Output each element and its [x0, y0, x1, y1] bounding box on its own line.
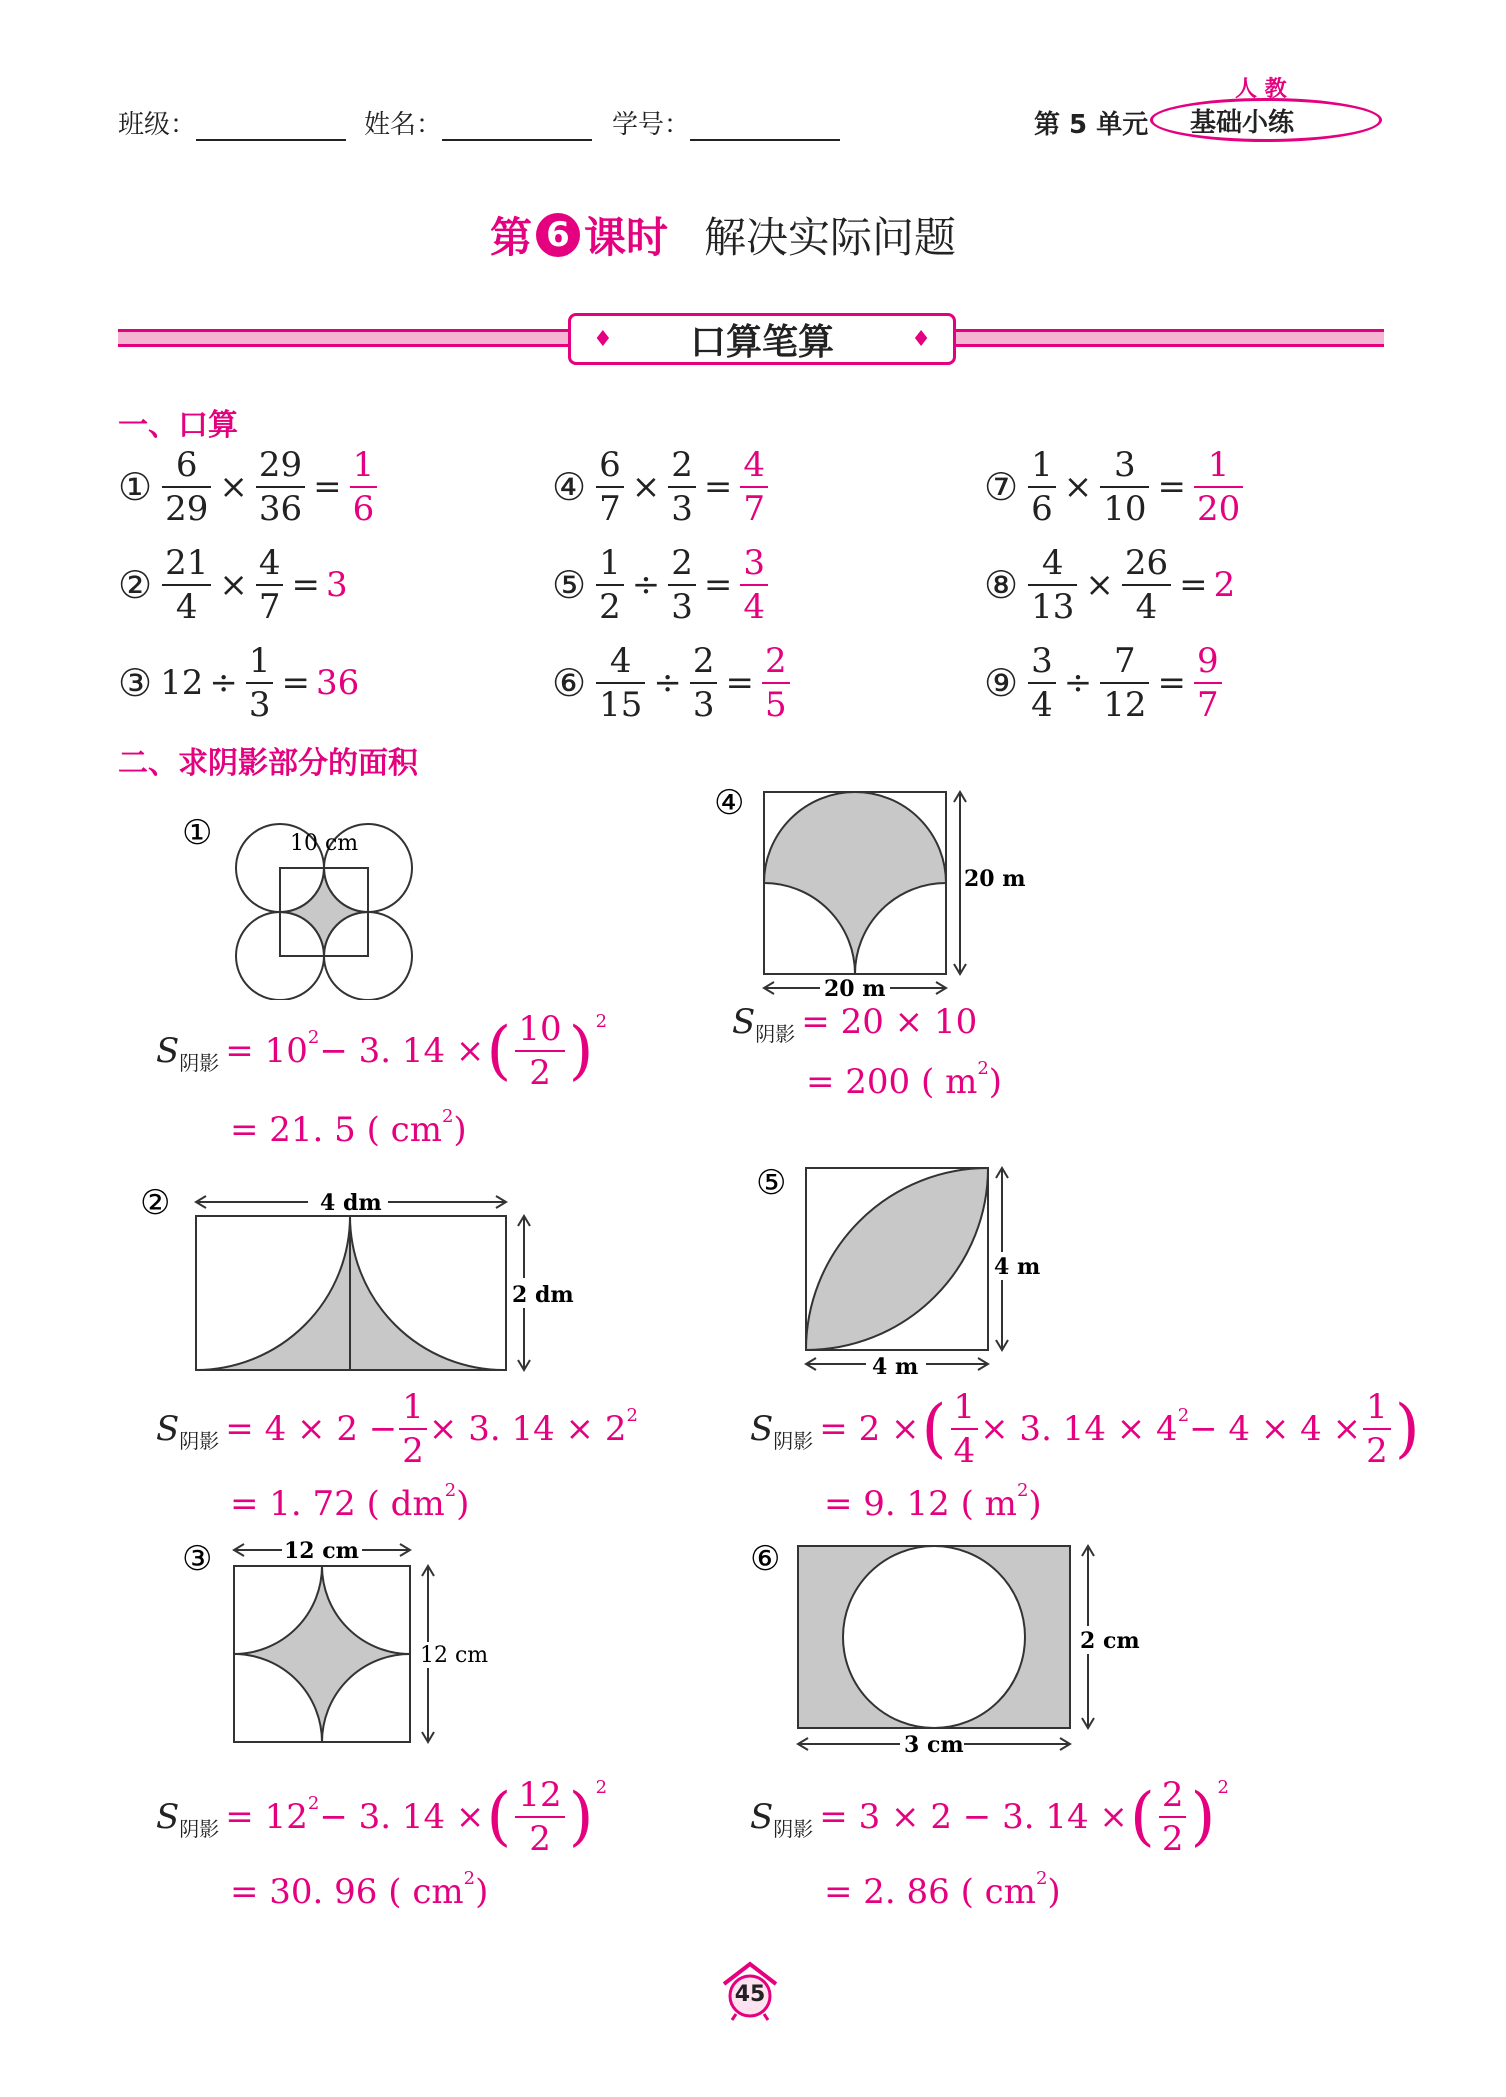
diamond-right-icon: ♦: [911, 326, 931, 352]
figure-number: ①: [182, 813, 213, 853]
banner-box: [568, 313, 956, 365]
fraction: $\frac{6}{29}$: [162, 448, 211, 526]
name-label: 姓名：: [364, 110, 443, 140]
student-id-field[interactable]: [612, 104, 840, 141]
oral-item-5: ⑤ $\frac{1}{2}$ ÷ $\frac{2}{3}$ = $\frac{3}{4}$: [552, 546, 770, 624]
dimension-label: 20 m: [824, 976, 886, 1000]
dimension-label: 4 m: [872, 1354, 919, 1380]
dimension-label: 12 cm: [420, 1643, 489, 1668]
dimension-label: 20 m: [964, 866, 1026, 892]
item-number: ⑧: [984, 563, 1019, 607]
dimension-label: 4 dm: [320, 1190, 382, 1216]
section2-heading: 二、求阴影部分的面积: [118, 746, 418, 781]
class-field[interactable]: [118, 104, 346, 141]
unit-label: 第 5 单元: [1034, 110, 1149, 140]
title-suffix: 课时: [584, 213, 669, 262]
answer: 2: [1213, 565, 1236, 605]
oral-item-2: ② $\frac{21}{4}$ × $\frac{4}{7}$ = 3: [118, 543, 348, 627]
diamond-left-icon: ♦: [593, 326, 613, 352]
oral-item-8: ⑧ $\frac{4}{13}$ × $\frac{26}{4}$ = 2: [984, 543, 1236, 627]
answer: 3: [325, 565, 348, 605]
dimension-label: 12 cm: [284, 1538, 359, 1564]
figure-6: [748, 1536, 1148, 1756]
page-title: [490, 205, 956, 265]
solution-5-line2: = 9. 12 ( m $^2$ ): [824, 1479, 1042, 1524]
answer: 36: [315, 663, 360, 703]
solution-5-line1: S 阴影 = 2 × ( $\frac{1}{4}$ × 3. 14 × 4 $^2$ − 4 × 4 × $\frac{1}{2}$ ): [750, 1387, 1420, 1471]
figure-number: ⑥: [750, 1539, 781, 1579]
solution-6-line1: S 阴影 = 3 × 2 − 3. 14 × ( $\frac{2}{2}$ ) $^2$: [750, 1775, 1229, 1859]
solution-1-line2: = 21. 5 ( cm $^2$ ): [230, 1105, 467, 1150]
oral-item-1: ① $\frac{6}{29}$ × $\frac{29}{36}$ = $\frac{1}{6}$: [118, 448, 379, 526]
dimension-label: 2 cm: [1080, 1628, 1140, 1654]
figure-2: [138, 1180, 598, 1380]
answer-fraction: $\frac{9}{7}$: [1194, 644, 1222, 722]
solution-2-line2: = 1. 72 ( dm $^2$ ): [230, 1479, 470, 1524]
dimension-label: 2 dm: [512, 1282, 574, 1308]
figure-4: [712, 780, 1032, 1000]
oral-item-3: ③ 12 ÷ $\frac{1}{3}$ = 36: [118, 641, 360, 725]
solution-3-line2: = 30. 96 ( cm $^2$ ): [230, 1867, 489, 1912]
item-number: ⑨: [984, 661, 1019, 705]
dimension-label: 3 cm: [904, 1732, 964, 1756]
answer-fraction: $\frac{4}{7}$: [740, 448, 768, 526]
title-num: 6: [546, 215, 570, 255]
item-number: ④: [552, 465, 587, 509]
oral-item-4: ④ $\frac{6}{7}$ × $\frac{2}{3}$ = $\frac{4}{7}$: [552, 448, 770, 526]
solution-1-line1: S 阴影 = 10 $^2$ − 3. 14 × ( $\frac{10}{2}$ ) $^2$: [156, 1009, 608, 1093]
title-topic: 解决实际问题: [704, 213, 957, 262]
class-label: 班级：: [118, 110, 197, 140]
figure-1: [180, 810, 440, 1000]
item-number: ⑤: [552, 563, 587, 607]
item-number: ⑦: [984, 465, 1019, 509]
solution-3-line1: S 阴影 = 12 $^2$ − 3. 14 × ( $\frac{12}{2}$ ) $^2$: [156, 1775, 608, 1859]
item-number: ③: [118, 661, 153, 705]
figure-number: ②: [140, 1183, 171, 1223]
oral-item-7: ⑦ $\frac{1}{6}$ × $\frac{3}{10}$ = $\frac{1}{20}$: [984, 448, 1245, 526]
student-id-label: 学号：: [612, 110, 691, 140]
dimension-label: 4 m: [994, 1254, 1041, 1280]
dimension-label: 10 cm: [290, 831, 359, 856]
item-number: ⑥: [552, 661, 587, 705]
oral-item-9: ⑨ $\frac{3}{4}$ ÷ $\frac{7}{12}$ = $\frac{9}{7}$: [984, 644, 1224, 722]
solution-2-line1: S 阴影 = 4 × 2 − $\frac{1}{2}$ × 3. 14 × 2 $^2$: [156, 1387, 638, 1471]
brand-name: 基础小练: [1190, 108, 1295, 138]
lesson-number-badge: [536, 213, 580, 257]
solution-4-line2: = 200 ( m $^2$ ): [806, 1057, 1003, 1102]
answer-fraction: $\frac{1}{6}$: [350, 448, 378, 526]
figure-5: [754, 1160, 1074, 1380]
item-number: ①: [118, 465, 153, 509]
banner-title: 口算笔算: [689, 321, 834, 363]
solution-4-line1: S 阴影 = 20 × 10: [732, 1002, 978, 1046]
name-field[interactable]: [364, 104, 592, 141]
fraction: $\frac{29}{36}$: [256, 448, 305, 526]
section1-heading: 一、口算: [118, 408, 238, 443]
figure-number: ③: [182, 1539, 213, 1579]
title-prefix: 第: [490, 213, 533, 262]
brand-top: 人 教: [1235, 77, 1287, 102]
figure-3: [180, 1536, 510, 1756]
oral-item-6: ⑥ $\frac{4}{15}$ ÷ $\frac{2}{3}$ = $\frac{2}{5}$: [552, 644, 792, 722]
item-number: ②: [118, 563, 153, 607]
figure-number: ⑤: [756, 1163, 787, 1203]
page-number: 45: [734, 1982, 766, 2007]
solution-6-line2: = 2. 86 ( cm $^2$ ): [824, 1867, 1061, 1912]
answer-fraction: $\frac{2}{5}$: [762, 644, 790, 722]
answer-fraction: $\frac{1}{20}$: [1194, 448, 1243, 526]
answer-fraction: $\frac{3}{4}$: [740, 546, 768, 624]
page-number-badge: [718, 1958, 782, 2022]
figure-number: ④: [714, 783, 745, 823]
